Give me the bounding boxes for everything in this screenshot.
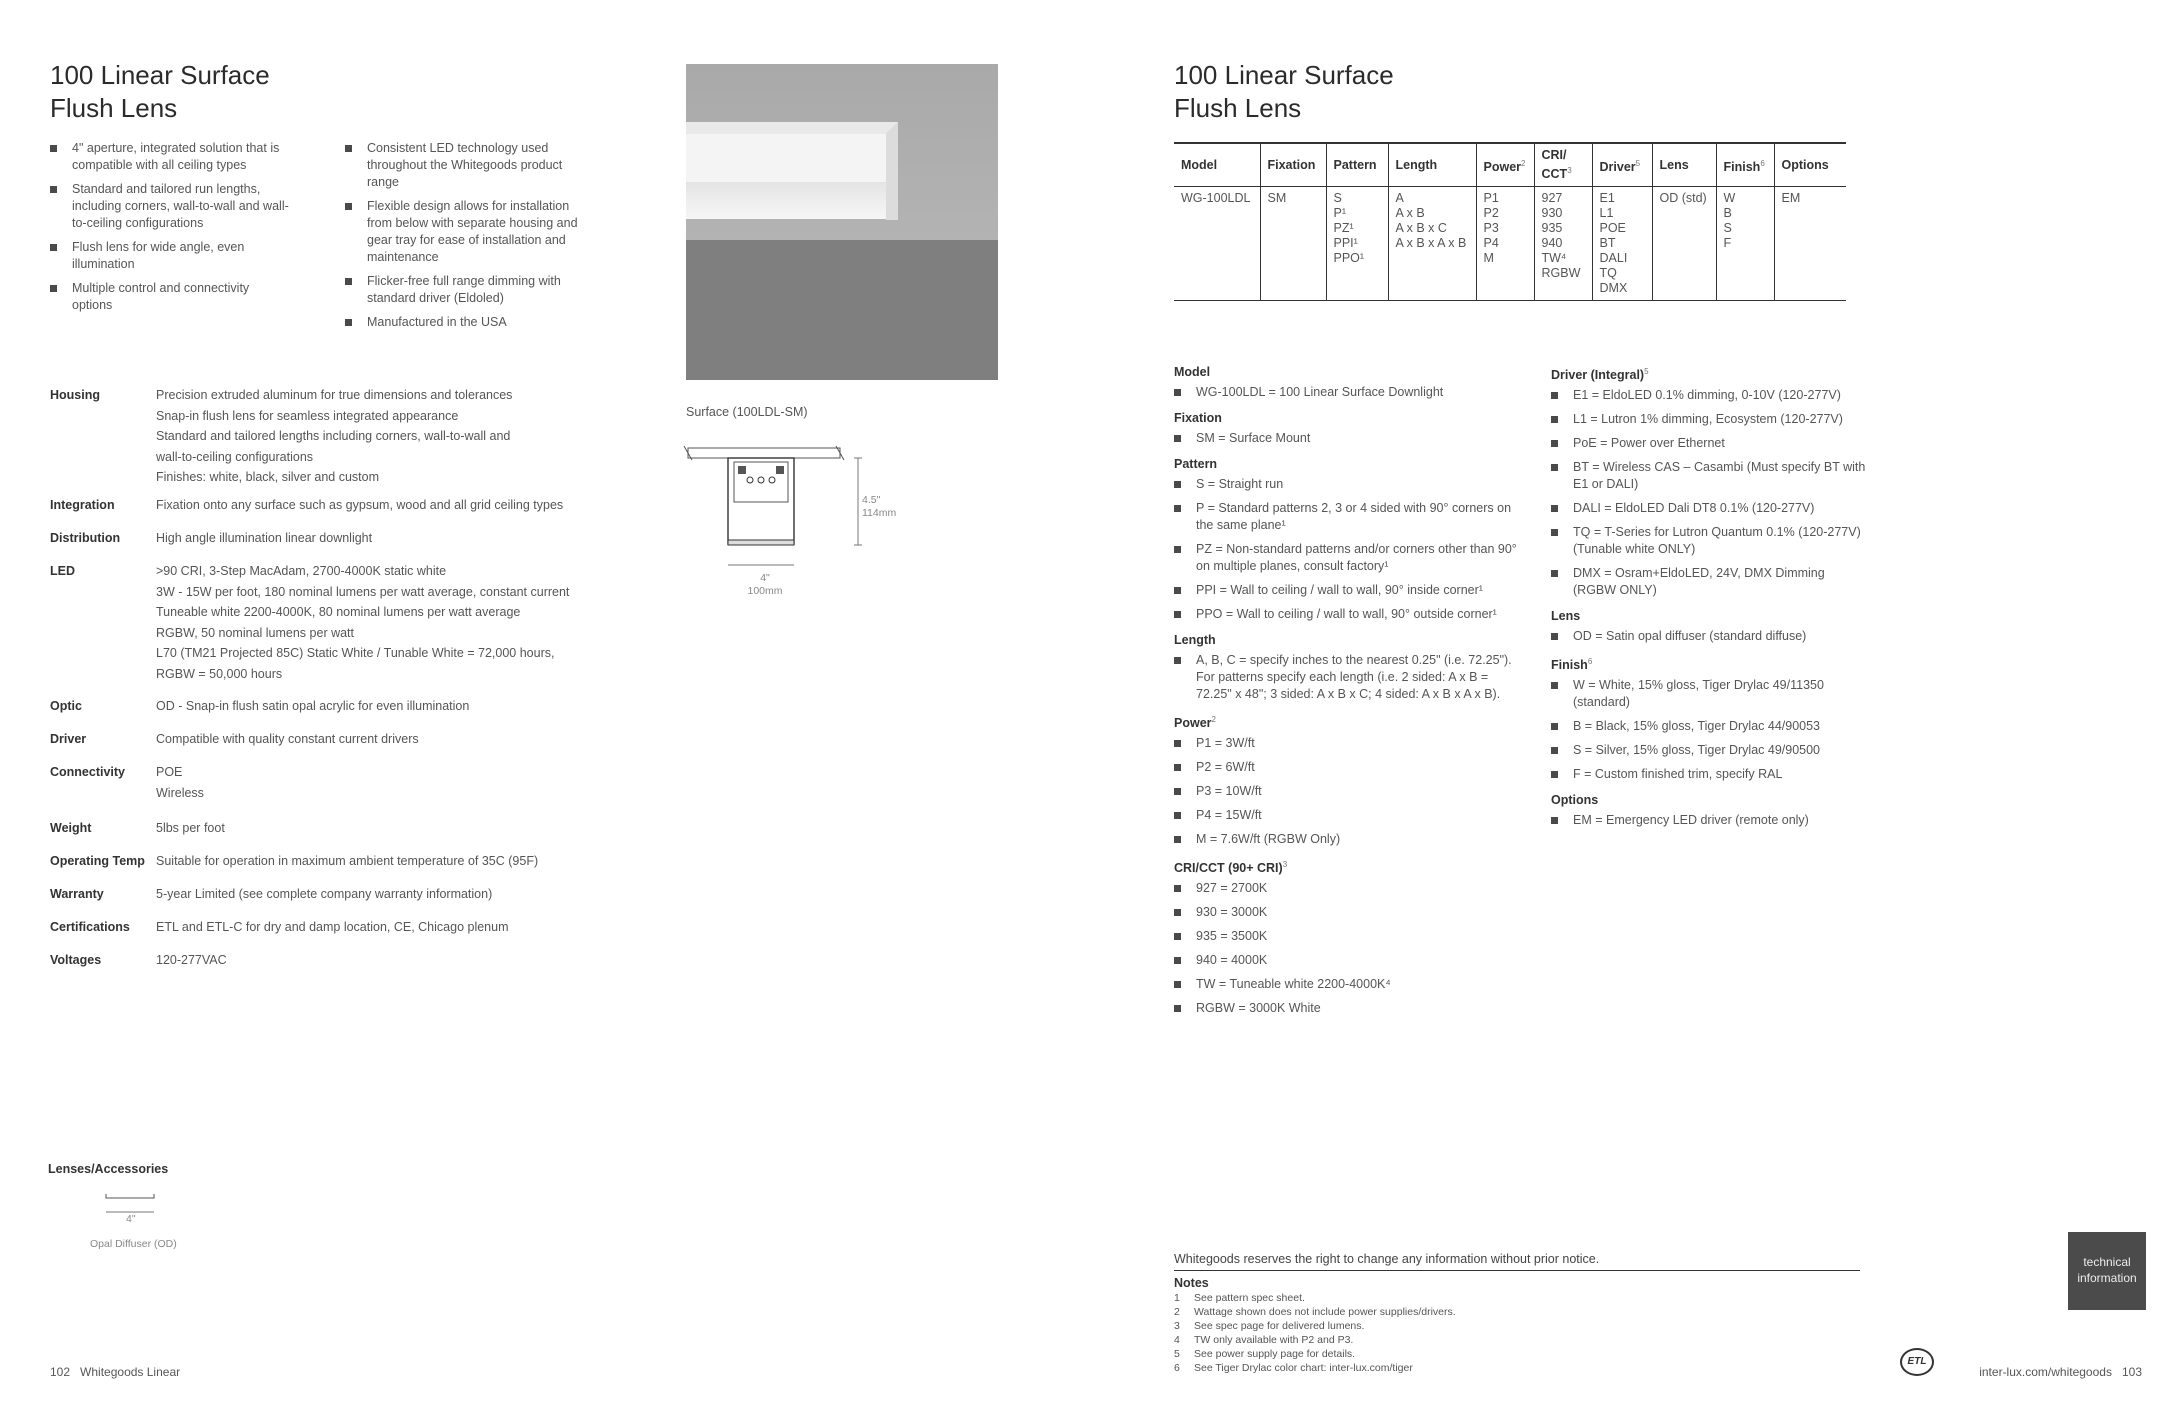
section-diagram — [680, 440, 880, 570]
legend-item: 927 = 2700K — [1174, 880, 1519, 897]
spec-value — [156, 385, 636, 488]
spec-value — [156, 851, 636, 872]
width-dimension — [742, 572, 788, 598]
spec-value-line: Finishes: white, black, silver and custom — [156, 470, 380, 484]
note-text: See power supply page for details. — [1194, 1348, 1356, 1360]
table-cell — [1716, 187, 1774, 301]
housing-outline — [728, 458, 794, 544]
width-dim-in: 4" — [760, 572, 770, 584]
right-page-title — [1174, 59, 1774, 125]
cell-value: P3 — [1483, 221, 1499, 236]
legend-heading-text: Pattern — [1174, 457, 1218, 471]
legend-item: P4 = 15W/ft — [1174, 807, 1519, 824]
legend-heading-text: Finish — [1551, 658, 1588, 673]
cell-value: A x B — [1395, 206, 1425, 221]
table-cell — [1388, 187, 1476, 301]
legend-item: PPO = Wall to ceiling / wall to wall, 90° outside corner¹ — [1174, 606, 1519, 623]
spec-value — [156, 884, 636, 905]
features-list-1 — [50, 140, 290, 321]
legend-list — [1551, 387, 1871, 599]
spec-value — [156, 528, 636, 549]
legend-list — [1551, 812, 1871, 829]
diffuser-profile — [106, 1194, 154, 1198]
note-item — [1174, 1333, 1674, 1347]
footer-url[interactable]: inter-lux.com/whitegoods — [1979, 1365, 2112, 1379]
spec-value-line: L70 (TM21 Projected 85C) Static White / Tunable White = 72,000 hours, — [156, 646, 555, 660]
feature-item: Manufactured in the USA — [345, 314, 590, 331]
legend-item: E1 = EldoLED 0.1% dimming, 0-10V (120-277V) — [1551, 387, 1871, 404]
table-header-driver — [1592, 143, 1652, 187]
legend-list — [1174, 384, 1519, 401]
legend-item: SM = Surface Mount — [1174, 430, 1519, 447]
legend-item: L1 = Lutron 1% dimming, Ecosystem (120-277V) — [1551, 411, 1871, 428]
spec-label: Voltages — [50, 953, 102, 967]
table-cell — [1652, 187, 1716, 301]
legend-heading — [1551, 792, 1871, 808]
legend-item: M = 7.6W/ft (RGBW Only) — [1174, 831, 1519, 848]
legend-item: EM = Emergency LED driver (remote only) — [1551, 812, 1871, 829]
ceiling-surface — [688, 448, 840, 458]
table-cell — [1774, 187, 1846, 301]
right-page — [1088, 0, 2176, 1408]
note-text: Wattage shown does not include power supplies/drivers. — [1194, 1306, 1456, 1318]
table-header-length — [1388, 143, 1476, 187]
legend-heading-text: Length — [1174, 633, 1216, 647]
note-item — [1174, 1291, 1674, 1305]
spec-value-line: Standard and tailored lengths including corners, wall-to-wall and — [156, 429, 511, 443]
cell-value: P¹ — [1333, 206, 1346, 221]
spec-label: Integration — [50, 498, 115, 512]
table-header-cri-cct — [1534, 143, 1592, 187]
legend-item: BT = Wireless CAS – Casambi (Must specify BT with E1 or DALI) — [1551, 459, 1871, 493]
accessory-label: Opal Diffuser (OD) — [90, 1238, 177, 1250]
cell-value: WG-100LDL — [1181, 191, 1251, 206]
header-label: CRI/ CCT — [1541, 148, 1568, 182]
legend-heading — [1174, 857, 1519, 876]
cell-value: E1 — [1599, 191, 1615, 206]
spec-label: Driver — [50, 732, 87, 746]
note-text: TW only available with P2 and P3. — [1194, 1334, 1354, 1346]
spec-value-line: Precision extruded aluminum for true dimensions and tolerances — [156, 388, 513, 402]
terminal-2 — [758, 477, 764, 483]
ordering-table — [1174, 142, 1846, 301]
terminal-3 — [769, 477, 775, 483]
spec-value — [156, 950, 636, 971]
cell-value: B — [1723, 206, 1732, 221]
cell-value: W — [1723, 191, 1736, 206]
features-list-2 — [345, 140, 590, 338]
cell-value: DMX — [1599, 281, 1628, 296]
legend-item: WG-100LDL = 100 Linear Surface Downlight — [1174, 384, 1519, 401]
legend-list — [1174, 880, 1519, 1017]
legend-item: OD = Satin opal diffuser (standard diffuse) — [1551, 628, 1871, 645]
technical-information-tab[interactable] — [2068, 1232, 2146, 1310]
legend-item: TW = Tuneable white 2200-4000K⁴ — [1174, 976, 1519, 993]
right-footer — [1888, 1365, 2142, 1379]
cell-value: S — [1723, 221, 1732, 236]
legend-list — [1174, 430, 1519, 447]
header-label: Length — [1395, 157, 1438, 172]
header-footnote: 5 — [1635, 158, 1641, 168]
spec-value — [156, 762, 636, 803]
spec-value — [156, 696, 636, 717]
legend-item: P1 = 3W/ft — [1174, 735, 1519, 752]
left-footer-text: Whitegoods Linear — [80, 1365, 181, 1379]
table-header-options — [1774, 143, 1846, 187]
product-photo — [686, 64, 998, 380]
note-text: See pattern spec sheet. — [1194, 1292, 1305, 1304]
note-number: 4 — [1174, 1334, 1180, 1346]
cell-value: 930 — [1541, 206, 1563, 221]
photo-fixture-lens — [686, 182, 886, 219]
feature-item: Multiple control and connectivity options — [50, 280, 290, 314]
header-label: Lens — [1659, 157, 1689, 172]
note-item — [1174, 1361, 1674, 1375]
photo-wall — [686, 240, 998, 380]
height-dim-mm: 114mm — [862, 507, 897, 519]
spec-value-line: ETL and ETL-C for dry and damp location, CE, Chicago plenum — [156, 920, 509, 934]
header-footnote: 2 — [1521, 158, 1526, 168]
legend-heading-text: Lens — [1551, 609, 1581, 624]
legend-heading — [1174, 632, 1519, 648]
spec-value-line: >90 CRI, 3-Step MacAdam, 2700-4000K static white — [156, 564, 447, 578]
photo-fixture-end — [886, 122, 898, 220]
cell-value: BT — [1599, 236, 1616, 251]
legend-footnote: 6 — [1587, 657, 1593, 667]
cell-value: EM — [1781, 191, 1801, 206]
right-page-number: 103 — [2121, 1365, 2142, 1379]
spec-value-line: 3W - 15W per foot, 180 nominal lumens per watt average, constant current — [156, 584, 570, 599]
tab-line-1: technical — [2083, 1255, 2131, 1269]
notes-heading: Notes — [1174, 1276, 1209, 1290]
cell-value: A x B x C — [1395, 221, 1447, 236]
legend-item: P3 = 10W/ft — [1174, 783, 1519, 800]
legend-list — [1174, 735, 1519, 848]
legend-heading — [1174, 712, 1519, 731]
spec-value-line: Fixation onto any surface such as gypsum, wood and all grid ceiling types — [156, 498, 564, 512]
cell-value: A x B x A x B — [1395, 236, 1467, 251]
legend-heading — [1551, 608, 1871, 624]
legend-item: P2 = 6W/ft — [1174, 759, 1519, 776]
header-label: Options — [1781, 157, 1829, 172]
cell-value: OD (std) — [1659, 191, 1707, 206]
cell-value: SM — [1267, 191, 1287, 206]
note-text: See spec page for delivered lumens. — [1194, 1320, 1365, 1332]
clip-right — [776, 466, 784, 474]
header-label: Pattern — [1333, 157, 1377, 172]
ordering-table-row — [1174, 187, 1846, 301]
cell-value: RGBW — [1541, 266, 1581, 281]
cell-value: 927 — [1541, 191, 1563, 206]
legend-footnote: 2 — [1211, 715, 1216, 724]
cell-value: TQ — [1599, 266, 1617, 281]
legend-heading-text: Power — [1174, 716, 1212, 731]
spec-value-line: 5lbs per foot — [156, 821, 225, 835]
height-dim-in: 4.5" — [862, 494, 881, 506]
legend-list — [1174, 476, 1519, 623]
spec-label: Optic — [50, 699, 82, 713]
legend-item: B = Black, 15% gloss, Tiger Drylac 44/90053 — [1551, 718, 1871, 735]
title-line-2: Flush Lens — [1174, 93, 1302, 123]
left-page-number: 102 — [50, 1365, 71, 1379]
legend-list — [1174, 652, 1519, 703]
legend-item: DALI = EldoLED Dali DT8 0.1% (120-277V) — [1551, 500, 1871, 517]
spec-label: LED — [50, 564, 75, 578]
legend-column-2 — [1551, 364, 1871, 836]
cell-value: F — [1723, 236, 1732, 251]
legend-heading-text: Model — [1174, 365, 1211, 379]
legend-heading — [1551, 364, 1871, 383]
legend-item: 940 = 4000K — [1174, 952, 1519, 969]
left-page-title — [50, 59, 650, 125]
feature-item: Flicker-free full range dimming with standard driver (Eldoled) — [345, 273, 590, 307]
table-header-lens — [1652, 143, 1716, 187]
photo-fixture-top — [686, 122, 898, 134]
legend-heading-text: Options — [1551, 793, 1599, 808]
spec-label: Operating Temp — [50, 854, 145, 868]
legend-item: 930 = 3000K — [1174, 904, 1519, 921]
spec-label: Connectivity — [50, 765, 126, 779]
legend-heading — [1551, 654, 1871, 673]
legend-list — [1551, 677, 1871, 783]
spec-value-line: POE — [156, 765, 183, 779]
header-footnote: 3 — [1567, 166, 1572, 175]
lens — [728, 540, 794, 545]
header-label: Model — [1181, 157, 1218, 172]
note-item — [1174, 1347, 1674, 1361]
spec-value-line: Tuneable white 2200-4000K, 80 nominal lumens per watt average — [156, 605, 521, 619]
spec-value-line: OD - Snap-in flush satin opal acrylic for even illumination — [156, 699, 470, 713]
note-number: 2 — [1174, 1306, 1180, 1318]
legend-item: S = Straight run — [1174, 476, 1519, 493]
terminal-1 — [747, 477, 753, 483]
spec-value — [156, 917, 636, 938]
spec-label: Housing — [50, 388, 100, 402]
cell-value: DALI — [1599, 251, 1628, 266]
legend-item: W = White, 15% gloss, Tiger Drylac 49/11350 (standard) — [1551, 677, 1871, 711]
title-line-2: Flush Lens — [50, 93, 178, 123]
cell-value: M — [1483, 251, 1494, 266]
cell-value: P4 — [1483, 236, 1499, 251]
legend-item: DMX = Osram+EldoLED, 24V, DMX Dimming (RGBW ONLY) — [1551, 565, 1871, 599]
legend-column-1 — [1174, 364, 1519, 1024]
note-number: 3 — [1174, 1320, 1180, 1332]
table-header-model — [1174, 143, 1260, 187]
legend-item: P = Standard patterns 2, 3 or 4 sided with 90° corners on the same plane¹ — [1174, 500, 1519, 534]
table-cell — [1260, 187, 1326, 301]
feature-item: 4" aperture, integrated solution that is compatible with all ceiling types — [50, 140, 290, 174]
legend-heading — [1174, 364, 1519, 380]
feature-item: Consistent LED technology used throughout the Whitegoods product range — [345, 140, 590, 191]
feature-item: Flexible design allows for installation from below with separate housing and gear tray for ease of installation and maintenance — [345, 198, 590, 266]
cell-value: P1 — [1483, 191, 1499, 206]
table-header-fixation — [1260, 143, 1326, 187]
legend-item: PoE = Power over Ethernet — [1551, 435, 1871, 452]
legend-item: S = Silver, 15% gloss, Tiger Drylac 49/90500 — [1551, 742, 1871, 759]
height-dimension — [862, 494, 896, 520]
spec-value-line: wall-to-ceiling configurations — [156, 449, 314, 464]
spec-label: Weight — [50, 821, 92, 835]
diagram-caption: Surface (100LDL-SM) — [686, 405, 808, 419]
spec-value — [156, 729, 636, 750]
title-line-1: 100 Linear Surface — [50, 60, 270, 90]
legend-item: TQ = T-Series for Lutron Quantum 0.1% (120-277V) (Tunable white ONLY) — [1551, 524, 1871, 558]
spec-value-line: Wireless — [156, 785, 204, 800]
note-number: 5 — [1174, 1348, 1180, 1360]
legend-heading-text: Driver (Integral) — [1551, 368, 1645, 383]
cell-value: TW⁴ — [1541, 251, 1567, 266]
legend-list — [1551, 628, 1871, 645]
header-label: Finish — [1723, 159, 1761, 174]
cell-value: 940 — [1541, 236, 1563, 251]
legend-heading-text: CRI/CCT (90+ CRI) — [1174, 861, 1283, 876]
table-cell — [1326, 187, 1388, 301]
spec-label: Distribution — [50, 531, 121, 545]
title-line-1: 100 Linear Surface — [1174, 60, 1394, 90]
spec-value-line: Compatible with quality constant current drivers — [156, 732, 419, 746]
note-text: See Tiger Drylac color chart: inter-lux.com/tiger — [1194, 1362, 1413, 1374]
note-item — [1174, 1319, 1674, 1333]
spec-value-line: RGBW, 50 nominal lumens per watt — [156, 625, 354, 640]
spec-label: Certifications — [50, 920, 130, 934]
header-label: Fixation — [1267, 157, 1316, 172]
notes — [1174, 1276, 1674, 1375]
legend-item: PPI = Wall to ceiling / wall to wall, 90° inside corner¹ — [1174, 582, 1519, 599]
photo-fixture-front — [686, 133, 886, 182]
cell-value: 935 — [1541, 221, 1563, 236]
legend-item: 935 = 3500K — [1174, 928, 1519, 945]
cell-value: PZ¹ — [1333, 221, 1354, 236]
spec-value — [156, 561, 636, 684]
cell-value: PPI¹ — [1333, 236, 1358, 251]
note-number: 1 — [1174, 1292, 1180, 1304]
table-header-finish — [1716, 143, 1774, 187]
disclaimer: Whitegoods reserves the right to change any information without prior notice. — [1174, 1252, 1860, 1271]
table-cell — [1174, 187, 1260, 301]
notes-list — [1174, 1291, 1674, 1375]
left-footer — [50, 1365, 180, 1379]
spec-value-line: RGBW = 50,000 hours — [156, 666, 283, 681]
spec-value-line: Suitable for operation in maximum ambient temperature of 35C (95F) — [156, 854, 539, 868]
header-footnote: 6 — [1760, 158, 1765, 168]
legend-heading-text: Fixation — [1174, 411, 1222, 425]
header-label: Driver — [1599, 159, 1636, 174]
table-cell — [1476, 187, 1534, 301]
legend-heading — [1174, 410, 1519, 426]
spec-value-line: Snap-in flush lens for seamless integrated appearance — [156, 408, 459, 423]
cell-value: POE — [1599, 221, 1626, 236]
opal-diffuser-drawing — [100, 1192, 160, 1214]
width-dim-mm: 100mm — [747, 585, 783, 597]
cell-value: A — [1395, 191, 1404, 206]
table-cell — [1592, 187, 1652, 301]
legend-footnote: 3 — [1282, 860, 1288, 870]
spec-value-line: High angle illumination linear downlight — [156, 531, 373, 545]
spec-value-line: 120-277VAC — [156, 953, 227, 967]
legend-footnote: 5 — [1644, 367, 1649, 376]
accessory-dimension: 4" — [126, 1213, 136, 1225]
spec-value — [156, 818, 636, 839]
clip-left — [738, 466, 746, 474]
accessories-heading: Lenses/Accessories — [48, 1162, 169, 1176]
legend-heading — [1174, 456, 1519, 472]
note-item — [1174, 1305, 1674, 1319]
legend-item: PZ = Non-standard patterns and/or corners other than 90° on multiple planes, consult factory¹ — [1174, 541, 1519, 575]
etl-mark-text: ETL — [1907, 1356, 1927, 1367]
spec-value — [156, 495, 636, 516]
ordering-table-header — [1174, 143, 1846, 187]
spec-value-line: 5-year Limited (see complete company warranty information) — [156, 887, 493, 901]
feature-item: Standard and tailored run lengths, including corners, wall-to-wall and wall-to-ceiling configurations — [50, 181, 290, 232]
legend-item: F = Custom finished trim, specify RAL — [1551, 766, 1871, 783]
cell-value: S — [1333, 191, 1342, 206]
legend-item: RGBW = 3000K White — [1174, 1000, 1519, 1017]
legend-item: A, B, C = specify inches to the nearest 0.25" (i.e. 72.25"). For patterns specify each length (i.e. 2 sided: A x B = 72.25" x 48"; 3 sided: A x B x C; 4 sided: A x B x A x B). — [1174, 652, 1519, 703]
table-header-pattern — [1326, 143, 1388, 187]
note-number: 6 — [1174, 1362, 1180, 1374]
cell-value: L1 — [1599, 206, 1614, 221]
cell-value: PPO¹ — [1333, 251, 1365, 266]
table-header-power — [1476, 143, 1534, 187]
cell-value: P2 — [1483, 206, 1499, 221]
header-label: Power — [1483, 159, 1522, 174]
table-cell — [1534, 187, 1592, 301]
tab-line-2: information — [2077, 1271, 2137, 1285]
spec-label: Warranty — [50, 887, 104, 901]
feature-item: Flush lens for wide angle, even illumination — [50, 239, 290, 273]
